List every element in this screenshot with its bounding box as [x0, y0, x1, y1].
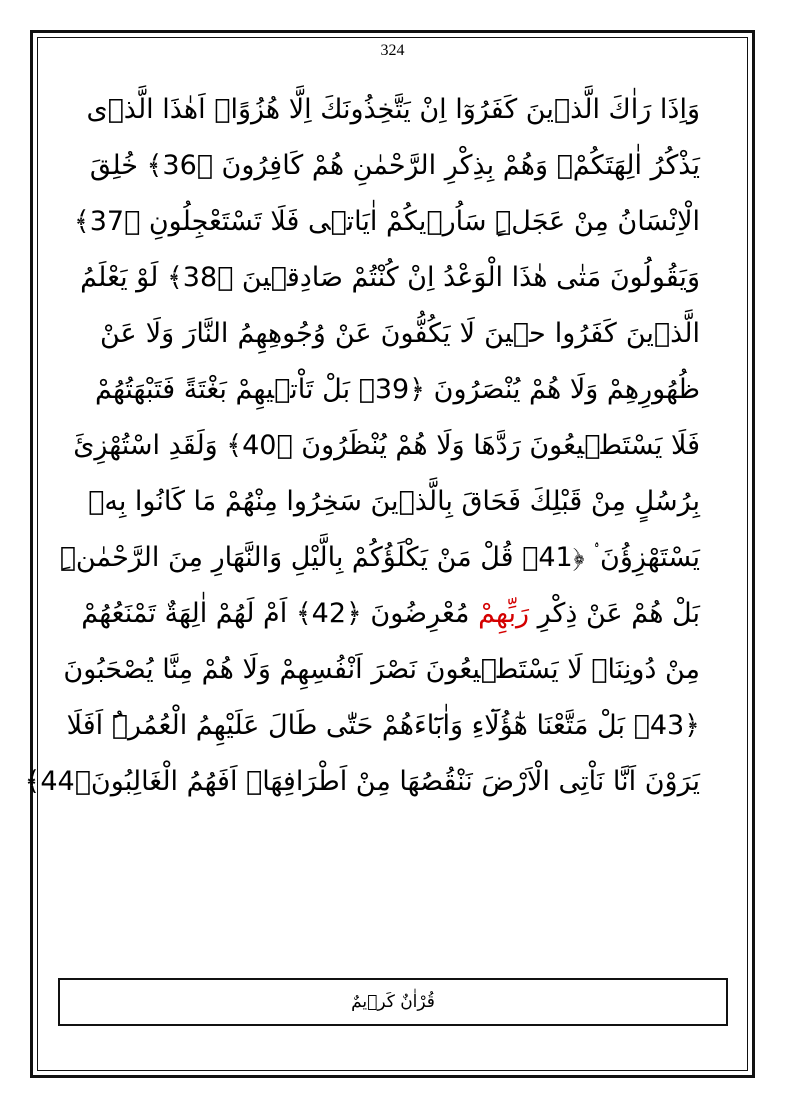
verse-line-10 [81, 586, 700, 642]
verse-line-3: الْاِنْسَانُ مِنْ عَجَلٍۜ سَاُرٖيكُمْ اٰيَاتٖى فَلَا تَسْتَعْجِلُونِ ﴿37﴾ [73, 206, 700, 237]
verse-line-12: ﴿43﴾ بَلْ مَتَّعْنَا هٰٓؤُلَٓاءِ وَاٰبَٓاءَهُمْ حَتّٰى طَالَ عَلَيْهِمُ الْعُمُرُۜ اَفَلَا [66, 710, 700, 741]
verse-line-11: مِنْ دُونِنَاۜ لَا يَسْتَطٖيعُونَ نَصْرَ اَنْفُسِهِمْ وَلَا هُمْ مِنَّا يُصْحَبُونَ [63, 654, 700, 685]
verse-line-4: وَيَقُولُونَ مَتٰى هٰذَا الْوَعْدُ اِنْ كُنْتُمْ صَادِقٖينَ ﴿38﴾ لَوْ يَعْلَمُ [80, 262, 700, 293]
verse-line-10-after: مُعْرِضُونَ ﴿42﴾ اَمْ لَهُمْ اٰلِهَةٌ تَمْنَعُهُمْ [81, 598, 479, 629]
footer-title-box [58, 978, 728, 1026]
footer-title: قُرْاٰنٌ كَرٖيمٌ [351, 992, 435, 1012]
quran-text-block [24, 82, 700, 810]
verse-line-5: الَّذٖينَ كَفَرُوا حٖينَ لَا يَكُفُّونَ عَنْ وُجُوهِهِمُ النَّارَ وَلَا عَنْ [100, 318, 700, 349]
page-number: 324 [380, 42, 405, 59]
verse-line-9: يَسْتَهْزِؤُنَ ۟ ﴿41﴾ قُلْ مَنْ يَكْلَؤُكُمْ بِالَّيْلِ وَالنَّهَارِ مِنَ الرَّحْمٰنِۜ [59, 542, 700, 573]
verse-line-6: ظُهُورِهِمْ وَلَا هُمْ يُنْصَرُونَ ﴿39﴾ بَلْ تَاْتٖيهِمْ بَغْتَةً فَتَبْهَتُهُمْ [94, 374, 700, 405]
verse-line-10-before: بَلْ هُمْ عَنْ ذِكْرِ [529, 598, 700, 629]
verse-line-1: وَاِذَا رَاٰكَ الَّذٖينَ كَفَرُوٓا اِنْ يَتَّخِذُونَكَ اِلَّا هُزُوًاۜ اَهٰذَا الَّذٖى [86, 94, 700, 125]
verse-line-7: فَلَا يَسْتَطٖيعُونَ رَدَّهَا وَلَا هُمْ يُنْظَرُونَ ﴿40﴾ وَلَقَدِ اسْتُهْزِئَ [73, 430, 700, 461]
verse-line-2: يَذْكُرُ اٰلِهَتَكُمْۚ وَهُمْ بِذِكْرِ الرَّحْمٰنِ هُمْ كَافِرُونَ ﴿36﴾ خُلِقَ [89, 150, 700, 181]
highlighted-word: رَبِّهِمْ [478, 598, 530, 629]
verse-line-8: بِرُسُلٍ مِنْ قَبْلِكَ فَحَاقَ بِالَّذٖينَ سَخِرُوا مِنْهُمْ مَا كَانُوا بِهٖ [88, 486, 700, 517]
verse-line-13: يَرَوْنَ اَنَّا نَاْتِى الْاَرْضَ نَنْقُصُهَا مِنْ اَطْرَافِهَاۜ اَفَهُمُ الْغَالِبُونَ﴿44﴾ [24, 766, 700, 797]
